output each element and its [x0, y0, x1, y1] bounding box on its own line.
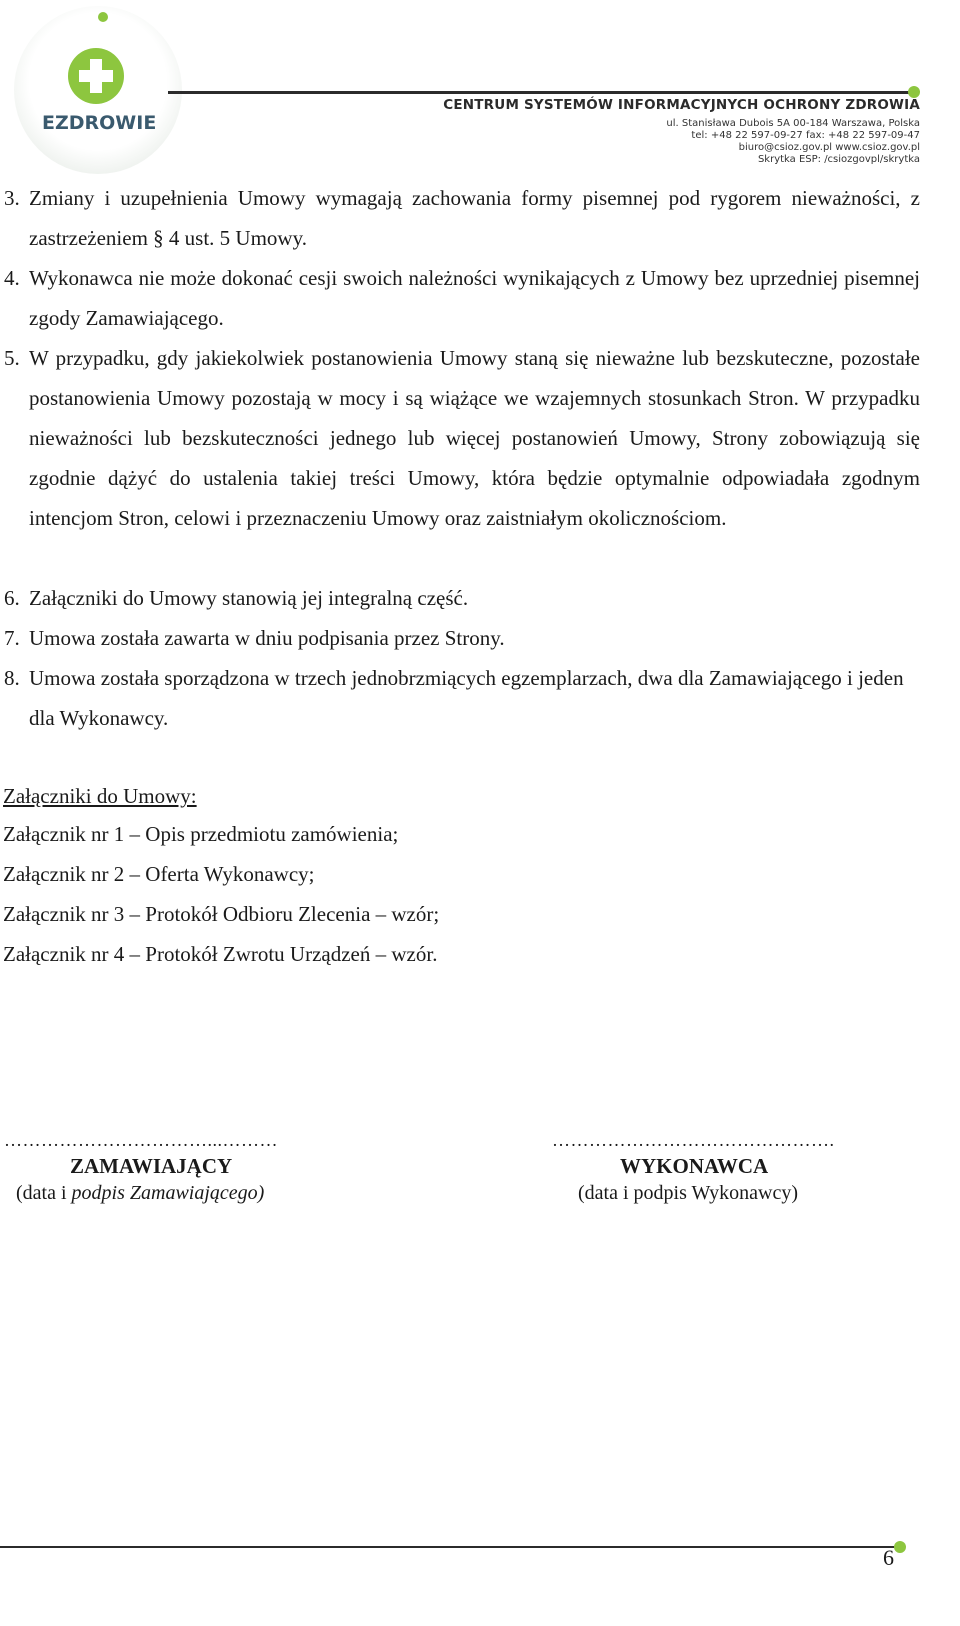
- clause-8: [4, 658, 920, 738]
- logo-text: EZDROWIE: [42, 112, 157, 134]
- clause-4: [4, 258, 920, 338]
- clause-number: 4.: [4, 266, 20, 290]
- ezdrowie-logo: [14, 6, 182, 174]
- organization-contact: [666, 118, 920, 166]
- signature-line: ……………………………………….: [552, 1130, 835, 1150]
- clause-number: 6.: [4, 586, 20, 610]
- attachment-item: Załącznik nr 1 – Opis przedmiotu zamówienia;: [3, 822, 399, 846]
- clause-text: Zmiany i uzupełnienia Umowy wymagają zachowania formy pisemnej pod rygorem nieważności, z zastrzeżeniem § 4 ust. 5 Umowy.: [29, 186, 920, 250]
- org-phone: tel: +48 22 597-09-27 fax: +48 22 597-09-47: [691, 130, 920, 141]
- clause-text: Załączniki do Umowy stanowią jej integralną część.: [29, 586, 469, 610]
- clause-number: 8.: [4, 666, 20, 690]
- signature-line: ……………………………...………: [4, 1130, 278, 1150]
- attachments-heading: Załączniki do Umowy:: [3, 784, 197, 808]
- attachment-item: Załącznik nr 4 – Protokół Zwrotu Urządzeń – wzór.: [3, 942, 438, 966]
- logo-dot-icon: [98, 12, 108, 22]
- clause-3: [4, 178, 920, 258]
- clause-number: 5.: [4, 346, 20, 370]
- footer-divider: [0, 1546, 902, 1548]
- clause-text: Umowa została sporządzona w trzech jednobrzmiących egzemplarzach, dwa dla Zamawiającego i jeden dla Wykonawcy.: [29, 666, 904, 730]
- clause-text: Umowa została zawarta w dniu podpisania przez Strony.: [29, 626, 505, 650]
- clause-text: Wykonawca nie może dokonać cesji swoich należności wynikających z Umowy bez uprzedniej pisemnej zgody Zamawiającego.: [29, 266, 920, 330]
- caption-plain: (data i: [16, 1182, 72, 1204]
- footer-dot-icon: [894, 1541, 906, 1553]
- clause-7: [4, 618, 920, 658]
- attachment-item: Załącznik nr 3 – Protokół Odbioru Zlecenia – wzór;: [3, 902, 440, 926]
- attachment-item: Załącznik nr 2 – Oferta Wykonawcy;: [3, 862, 315, 886]
- clause-number: 7.: [4, 626, 20, 650]
- organization-name: CENTRUM SYSTEMÓW INFORMACYJNYCH OCHRONY ZDROWIA: [443, 97, 920, 113]
- clause-number: 3.: [4, 186, 20, 210]
- caption-italic: podpis Zamawiającego): [71, 1182, 265, 1204]
- clause-text: W przypadku, gdy jakiekolwiek postanowienia Umowy staną się nieważne lub bezskuteczne, pozostałe postanowienia Umowy pozostają w mocy i są wiążące we wzajemnych stosunkach Stron. W przypadku nieważności lub bezskuteczności jednego lub więcej postanowień Umowy, Strony zobowiązują się zgodnie dążyć do ustalenia takiej treści Umowy, która będzie optymalnie odpowiadała zgodnym intencjom Stron, celowi i przeznaczeniu Umowy oraz zaistniałym okolicznościom.: [29, 346, 920, 530]
- signature-caption: [16, 1182, 264, 1205]
- signature-role: WYKONAWCA: [620, 1154, 769, 1178]
- signature-caption: (data i podpis Wykonawcy): [578, 1182, 799, 1204]
- medical-cross-icon: [68, 48, 124, 104]
- signature-role: ZAMAWIAJĄCY: [70, 1154, 233, 1178]
- org-address: ul. Stanisława Dubois 5A 00-184 Warszawa, Polska: [666, 118, 920, 129]
- org-esp: Skrytka ESP: /csiozgovpl/skrytka: [757, 154, 920, 165]
- clause-6: [4, 578, 920, 618]
- page-number: 6: [883, 1545, 894, 1570]
- org-web: biuro@csioz.gov.pl www.csioz.gov.pl: [738, 142, 920, 153]
- header-divider: [168, 91, 916, 94]
- clause-5: [4, 338, 920, 538]
